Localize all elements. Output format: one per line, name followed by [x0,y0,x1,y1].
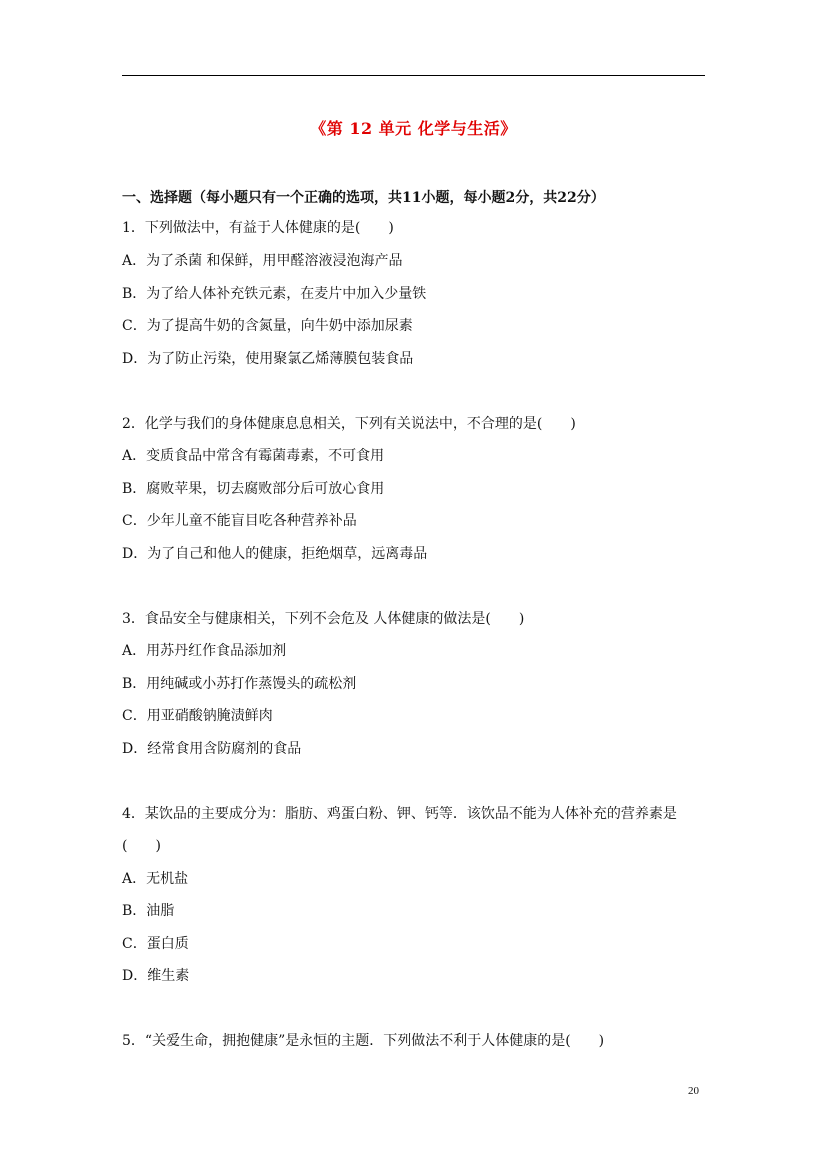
question-2-option-b: B．腐败苹果，切去腐败部分后可放心食用 [122,481,385,497]
question-2-option-a: A．变质食品中常含有霉菌毒素，不可食用 [122,448,385,464]
question-4-stem: 4．某饮品的主要成分为：脂肪、鸡蛋白粉、钾、钙等．该饮品不能为人体补充的营养素是 [122,806,677,822]
page-title: 《第 12 单元 化学与生活》 [310,119,517,138]
question-2-option-c: C．少年儿童不能盲目吃各种营养补品 [122,513,357,529]
question-1-option-b: B．为了给人体补充铁元素，在麦片中加入少量铁 [122,286,427,302]
question-5-stem: 5．“关爱生命，拥抱健康”是永恒的主题．下列做法不利于人体健康的是( ) [122,1033,605,1049]
question-4-option-b: B．油脂 [122,903,175,919]
question-4-option-d: D．维生素 [122,968,190,984]
question-3-option-b: B．用纯碱或小苏打作蒸馒头的疏松剂 [122,676,357,692]
question-3-option-c: C．用亚硝酸钠腌渍鲜肉 [122,708,273,724]
question-3-option-a: A．用苏丹红作食品添加剂 [122,643,287,659]
question-1-option-a: A．为了杀菌 和保鲜，用甲醛溶液浸泡海产品 [122,253,403,269]
question-3-option-d: D．经常食用含防腐剂的食品 [122,741,302,757]
section-heading: 一、选择题（每小题只有一个正确的选项，共11小题，每小题2分，共22分） [122,190,605,206]
question-4-option-a: A．无机盐 [122,871,189,887]
question-2-option-d: D．为了自己和他人的健康，拒绝烟草，远离毒品 [122,546,428,562]
question-4-option-c: C．蛋白质 [122,936,189,952]
page-number: 20 [688,1085,699,1097]
question-4-stem-continued: ( ) [122,838,161,854]
question-1-option-c: C．为了提高牛奶的含氮量，向牛奶中添加尿素 [122,318,413,334]
question-1-stem: 1．下列做法中，有益于人体健康的是( ) [122,220,394,236]
header-rule [122,75,705,76]
question-1-option-d: D．为了防止污染，使用聚氯乙烯薄膜包装食品 [122,351,414,367]
question-2-stem: 2．化学与我们的身体健康息息相关，下列有关说法中，不合理的是( ) [122,416,576,432]
question-3-stem: 3．食品安全与健康相关，下列不会危及 人体健康的做法是( ) [122,611,525,627]
